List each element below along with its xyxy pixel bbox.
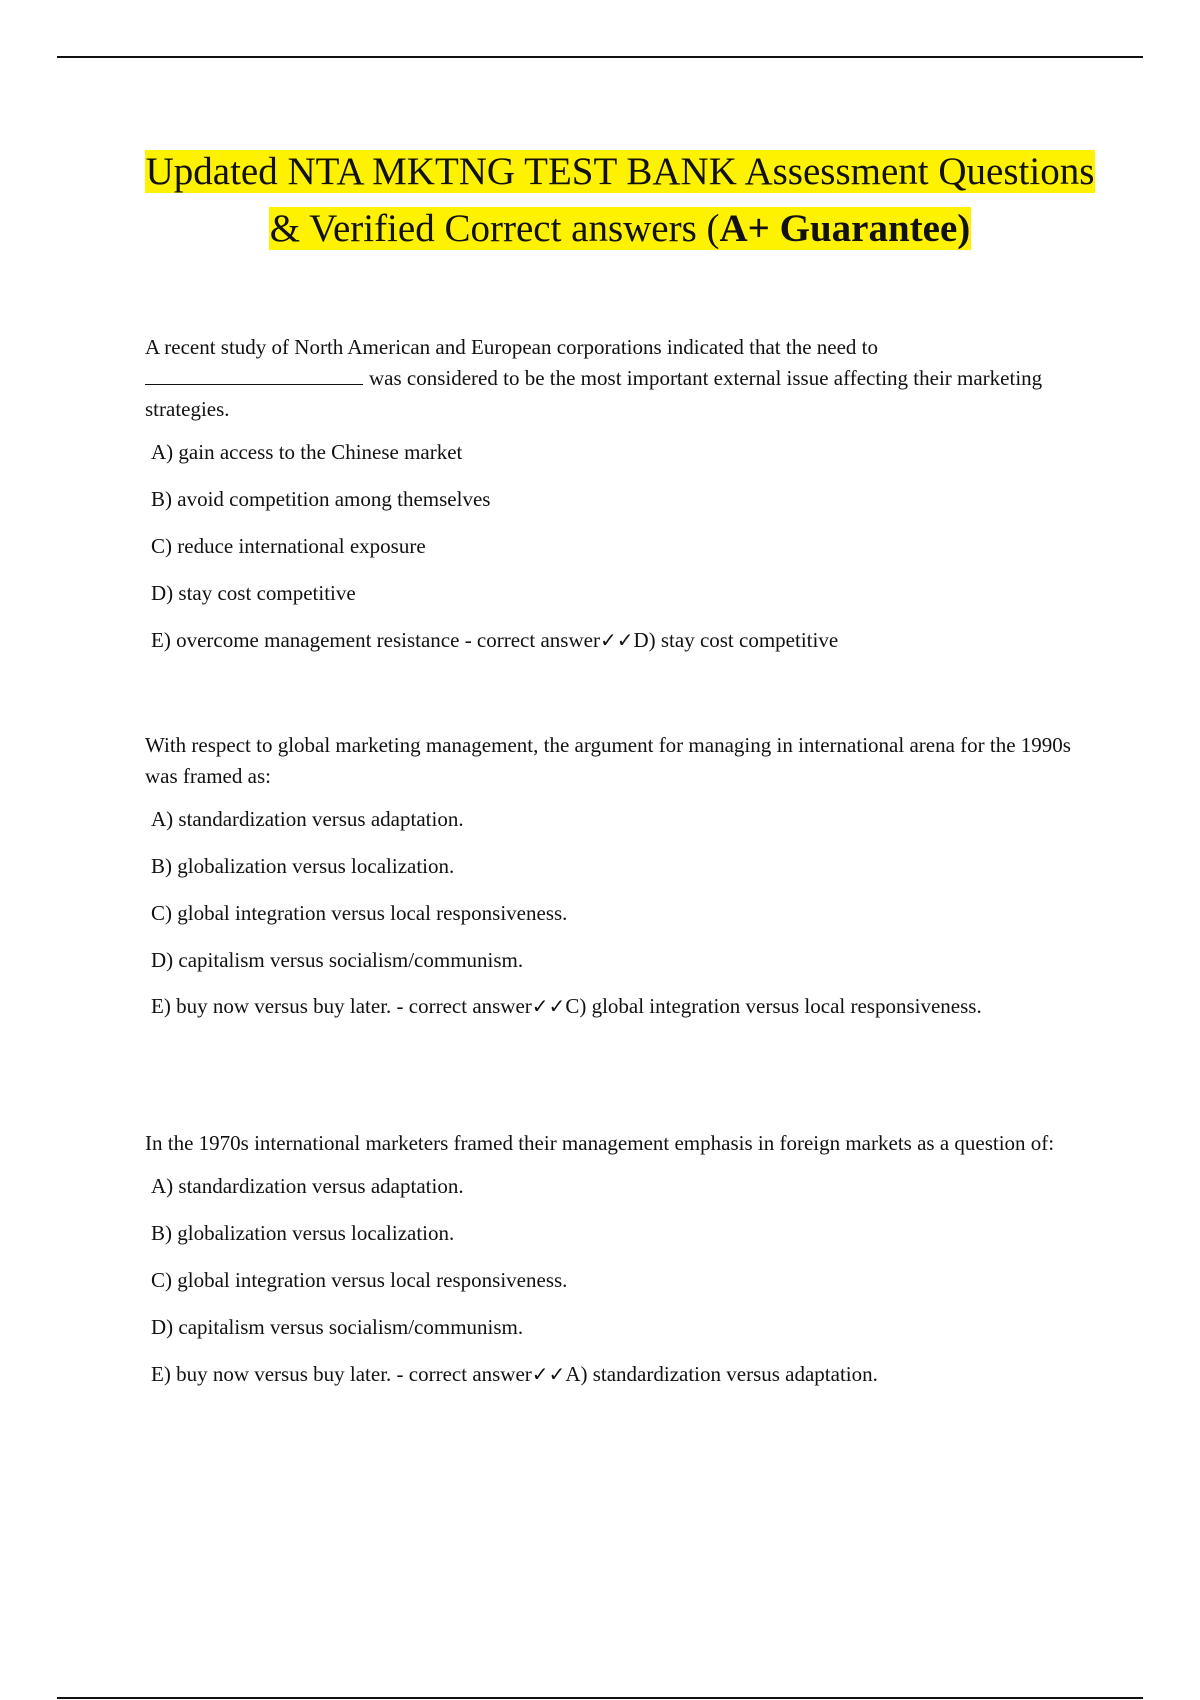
question-2-option-b: B) globalization versus localization.: [151, 854, 455, 878]
question-1-option-c: C) reduce international exposure: [151, 534, 426, 558]
question-1: [145, 332, 1080, 671]
question-3-stem: In the 1970s international marketers framed their management emphasis in foreign markets as a question of:: [145, 1131, 1055, 1155]
document-title: [130, 143, 1110, 257]
title-text: Updated NTA MKTNG TEST BANK Assessment Questions & Verified Correct answers (: [145, 150, 1095, 250]
checkmark-icon: ✓✓: [531, 994, 566, 1018]
bottom-rule: [57, 1697, 1143, 1699]
title-highlight: [145, 150, 1096, 250]
question-3-option-c: C) global integration versus local responsiveness.: [151, 1268, 568, 1292]
question-1-option-a: A) gain access to the Chinese market: [151, 440, 463, 464]
question-1-option-d: D) stay cost competitive: [151, 581, 356, 605]
checkmark-icon: ✓✓: [531, 1362, 566, 1386]
question-3-correct-answer: A) standardization versus adaptation.: [565, 1362, 878, 1386]
checkmark-icon: ✓✓: [599, 628, 634, 652]
question-1-stem: A recent study of North American and European corporations indicated that the need to was considered to be the most important external issue affecting their marketing strategies.: [145, 335, 1043, 421]
title-guarantee: A+ Guarantee): [719, 207, 971, 250]
question-3-option-a: A) standardization versus adaptation.: [151, 1174, 464, 1198]
top-rule: [57, 56, 1143, 58]
question-1-option-b: B) avoid competition among themselves: [151, 487, 491, 511]
question-3-option-b: B) globalization versus localization.: [151, 1221, 455, 1245]
question-2-option-c: C) global integration versus local responsiveness.: [151, 901, 568, 925]
question-2-option-e-answer: E) buy now versus buy later. - correct answer✓✓C) global integration versus local responsiveness.: [151, 994, 982, 1018]
question-1-option-e-answer: E) overcome management resistance - correct answer✓✓D) stay cost competitive: [151, 628, 839, 652]
question-2-correct-answer: C) global integration versus local responsiveness.: [565, 994, 982, 1018]
question-2: [145, 730, 1080, 1037]
question-3: [145, 1128, 1080, 1405]
question-2-option-d: D) capitalism versus socialism/communism.: [151, 948, 524, 972]
question-2-option-a: A) standardization versus adaptation.: [151, 807, 464, 831]
question-2-stem: With respect to global marketing management, the argument for managing in international arena for the 1990s was framed as:: [145, 733, 1071, 788]
question-3-option-d: D) capitalism versus socialism/communism.: [151, 1315, 524, 1339]
fill-in-blank: [145, 364, 363, 385]
question-1-correct-answer: D) stay cost competitive: [633, 628, 839, 652]
question-3-option-e-answer: E) buy now versus buy later. - correct answer✓✓A) standardization versus adaptation.: [151, 1362, 878, 1386]
